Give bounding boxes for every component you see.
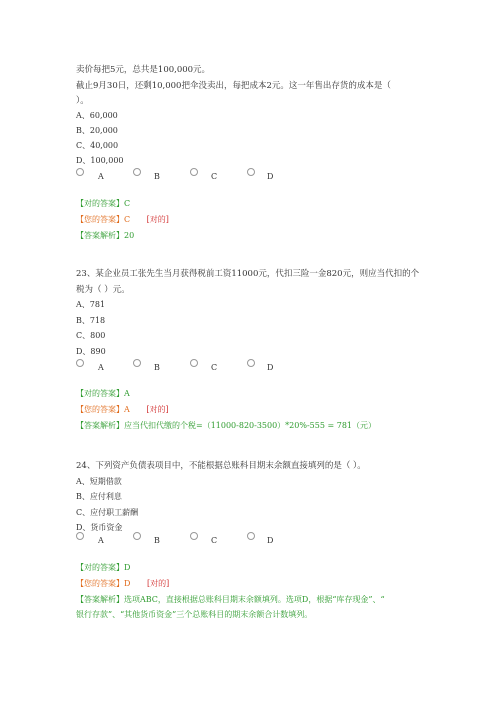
radio-c[interactable] bbox=[190, 168, 198, 176]
correct-answer-label: 【对的答案】 bbox=[76, 389, 124, 398]
radio-label-d: D bbox=[267, 172, 274, 181]
your-answer-label: 【您的答案】 bbox=[76, 215, 124, 224]
question-24-analysis bbox=[76, 594, 385, 606]
radio-label-d: D bbox=[267, 536, 274, 545]
your-answer-label: 【您的答案】 bbox=[76, 405, 124, 414]
question-24-option-b: B、应付利息 bbox=[76, 492, 122, 501]
question-23-option-a: A、781 bbox=[76, 300, 106, 309]
radio-label-c: C bbox=[211, 536, 218, 545]
correct-answer-label: 【对的答案】 bbox=[76, 199, 124, 208]
radio-c[interactable] bbox=[190, 359, 198, 367]
your-answer-value: A bbox=[124, 405, 130, 414]
your-answer-status: [对的] bbox=[146, 579, 170, 588]
analysis-label: 【答案解析】 bbox=[76, 231, 124, 240]
radio-d[interactable] bbox=[247, 532, 255, 540]
correct-answer-value: C bbox=[124, 199, 131, 208]
analysis-label: 【答案解析】 bbox=[76, 595, 124, 604]
your-answer-status: [对的] bbox=[146, 215, 169, 224]
question-23-your-answer bbox=[76, 404, 169, 416]
radio-label-b: B bbox=[154, 172, 160, 181]
question-23-correct-answer bbox=[76, 388, 130, 400]
question-22-text-line2: 截止9月30日，还剩10,000把伞没卖出，每把成本2元。这一年售出存货的成本是（ bbox=[76, 81, 391, 91]
radio-label-a: A bbox=[98, 363, 104, 372]
question-23-option-c: C、800 bbox=[76, 331, 106, 340]
question-23-analysis bbox=[76, 420, 376, 432]
question-22-your-answer bbox=[76, 214, 169, 226]
radio-a[interactable] bbox=[76, 532, 84, 540]
analysis-label: 【答案解析】 bbox=[76, 421, 124, 430]
question-23-option-b: B、718 bbox=[76, 316, 106, 325]
question-23-option-d: D、890 bbox=[76, 347, 106, 356]
radio-label-a: A bbox=[98, 536, 104, 545]
question-23-answer-radios bbox=[76, 358, 336, 372]
your-answer-label: 【您的答案】 bbox=[76, 579, 124, 588]
question-22-option-a: A、60,000 bbox=[76, 111, 118, 120]
question-24-analysis-line2: 银行存款”、“其他货币资金”三个总账科目的期末余额合计数填列。 bbox=[76, 610, 313, 619]
analysis-value: 20 bbox=[124, 231, 135, 240]
correct-answer-value: D bbox=[124, 563, 131, 572]
radio-label-d: D bbox=[267, 363, 274, 372]
question-22-text-line3: ）。 bbox=[76, 96, 89, 106]
radio-b[interactable] bbox=[133, 168, 141, 176]
question-24-answer-radios bbox=[76, 531, 336, 545]
radio-a[interactable] bbox=[76, 359, 84, 367]
correct-answer-label: 【对的答案】 bbox=[76, 563, 124, 572]
radio-c[interactable] bbox=[190, 532, 198, 540]
question-22-correct-answer bbox=[76, 198, 130, 210]
question-23-text-line2: 税为（ ）元。 bbox=[76, 285, 130, 295]
question-22-text-line1: 卖价每把5元，总共是100,000元。 bbox=[76, 65, 211, 75]
question-24-option-a: A、短期借款 bbox=[76, 477, 122, 486]
analysis-value: 应当代扣代缴的个税=（11000-820-3500）*20%-555 = 781（元） bbox=[124, 421, 376, 430]
your-answer-status: [对的] bbox=[146, 405, 169, 414]
radio-label-c: C bbox=[211, 172, 218, 181]
question-23-text-line1: 23、某企业员工张先生当月获得税前工资11000元，代扣三险一金820元，则应当代扣的个 bbox=[76, 269, 420, 279]
question-24-option-d: D、货币资金 bbox=[76, 523, 123, 532]
question-22-option-b: B、20,000 bbox=[76, 126, 118, 135]
radio-label-b: B bbox=[154, 363, 160, 372]
question-22-analysis bbox=[76, 230, 134, 242]
question-22-option-d: D、100,000 bbox=[76, 156, 124, 165]
radio-b[interactable] bbox=[133, 532, 141, 540]
radio-d[interactable] bbox=[247, 168, 255, 176]
radio-label-b: B bbox=[154, 536, 160, 545]
question-24-your-answer bbox=[76, 578, 169, 590]
your-answer-value: D bbox=[124, 579, 131, 588]
question-24-correct-answer bbox=[76, 562, 130, 574]
radio-a[interactable] bbox=[76, 168, 84, 176]
question-22-answer-radios bbox=[76, 167, 336, 181]
question-22-option-c: C、40,000 bbox=[76, 141, 119, 150]
correct-answer-value: A bbox=[124, 389, 130, 398]
radio-label-c: C bbox=[211, 363, 218, 372]
question-24-option-c: C、应付职工薪酬 bbox=[76, 508, 139, 517]
radio-label-a: A bbox=[98, 172, 104, 181]
question-24-text-line1: 24、下列资产负债表项目中，不能根据总账科目期末余额直接填列的是（ ）。 bbox=[76, 461, 366, 471]
your-answer-value: C bbox=[124, 215, 131, 224]
analysis-line1: 选项ABC，直接根据总账科目期末余额填列。选项D，根据“库存现金”、“ bbox=[124, 595, 385, 604]
radio-d[interactable] bbox=[247, 359, 255, 367]
radio-b[interactable] bbox=[133, 359, 141, 367]
